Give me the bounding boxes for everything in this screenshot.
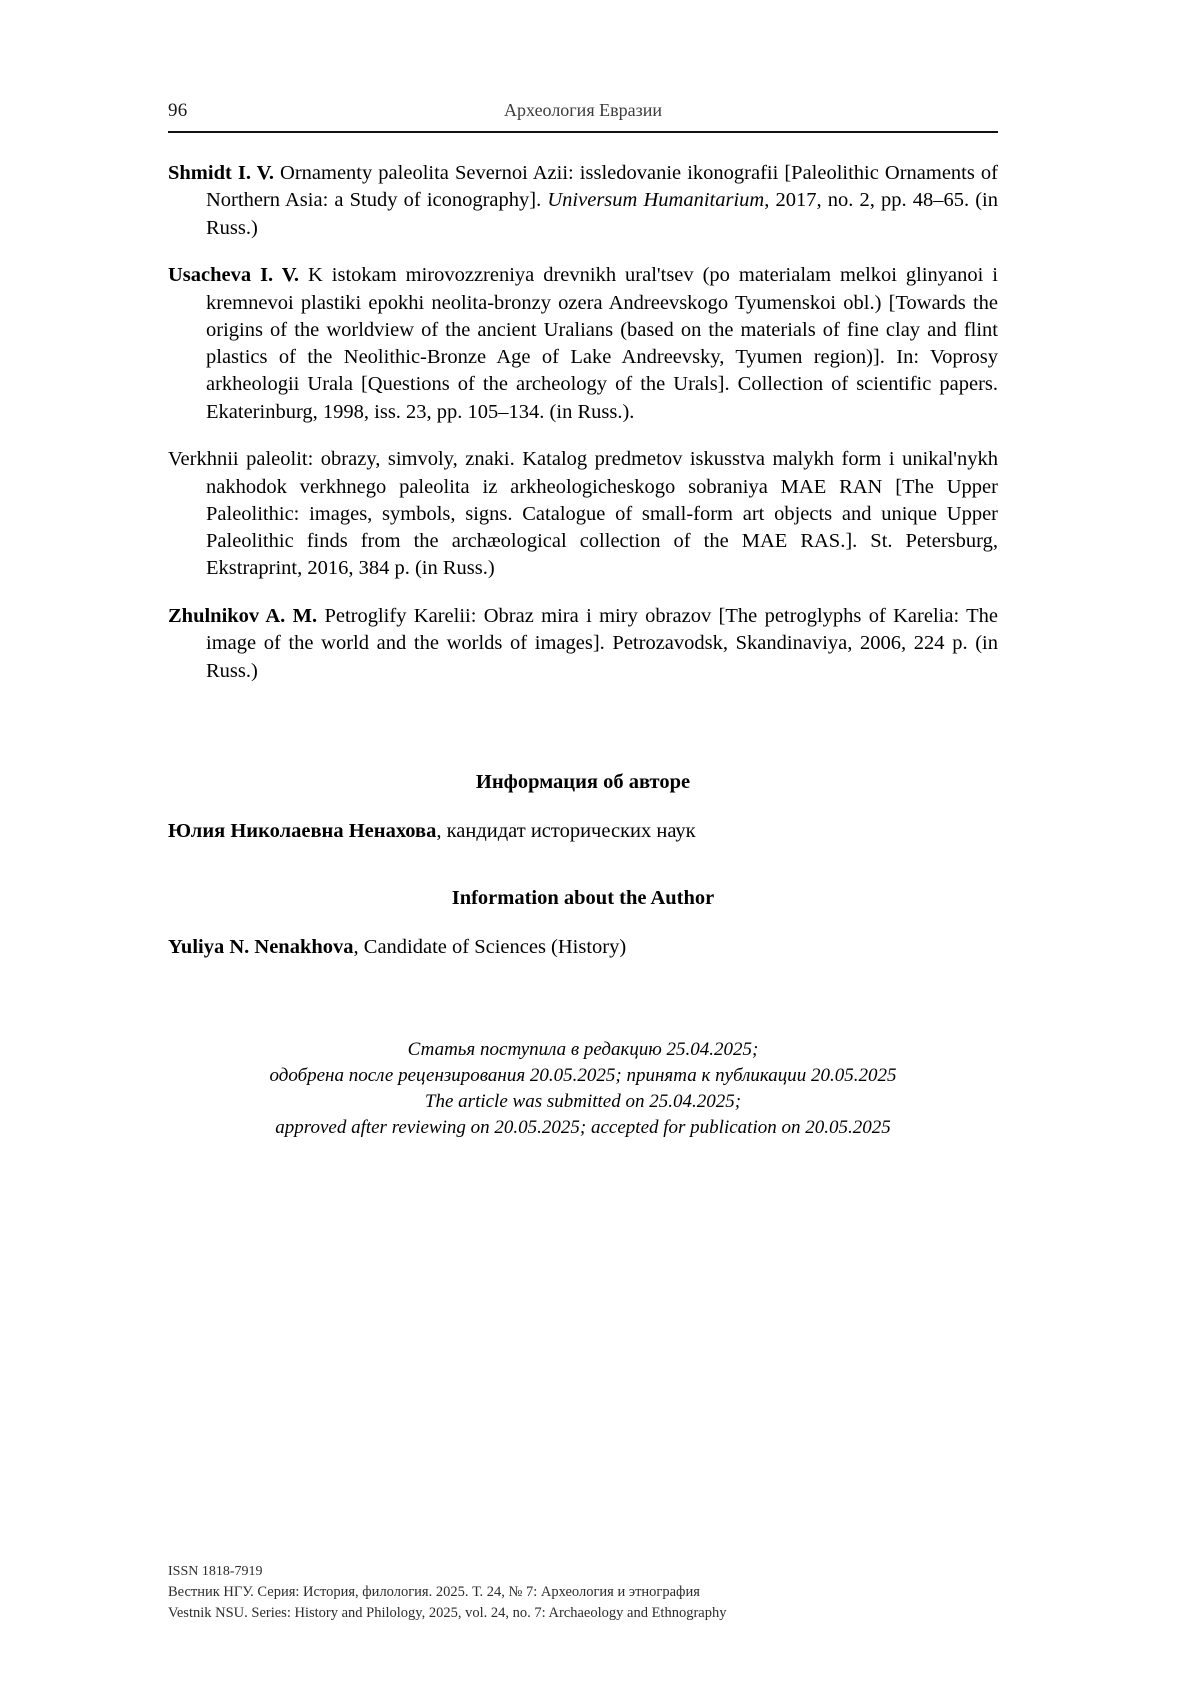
header-rule xyxy=(168,131,998,133)
date-line-approved-ru: одобрена после рецензирования 20.05.2025; принята к публикации 20.05.2025 xyxy=(269,1064,897,1086)
date-line-submitted-en: The article was submitted on 25.04.2025; xyxy=(424,1091,742,1113)
author-info-heading-en: Information about the Author xyxy=(451,886,715,909)
reference-item: Usacheva I. V. K istokam mirovozzreniya drevnikh ural'tsev (po materialam melkoi glinyanoi i kremnevoi plastiki epokhi neolita-bronzy ozera Andreevskogo Tyumenskoi obl.) [Towards the origins of the worldview of the ancient Uralians (based on the materials of fine clay and flint plastics of the Neolithic-Bronze Age of Lake Andreevsky, Tyumen region)]. In: Voprosy arkheologii Urala [Questions of the archeology of the Urals]. Collection of scientific papers. Ekaterinburg, 1998, iss. 23, pp. 105–134. (in Russ.). xyxy=(168,264,998,423)
journal-line-ru: Вестник НГУ. Серия: История, филология. 2025. Т. 24, № 7: Археология и этнография xyxy=(168,1583,700,1600)
running-title: Археология Евразии xyxy=(504,100,662,120)
author-line-ru xyxy=(168,820,998,843)
journal-line-en: Vestnik NSU. Series: History and Philology, 2025, vol. 24, no. 7: Archaeology and Ethnography xyxy=(168,1605,727,1622)
author-degree-ru: , кандидат исторических наук xyxy=(436,819,696,842)
author-degree-en: , Candidate of Sciences (History) xyxy=(353,935,627,958)
author-name-en: Yuliya N. Nenakhova xyxy=(168,935,354,958)
reference-item: Zhulnikov A. M. Petroglify Karelii: Obraz mira i miry obrazov [The petroglyphs of Karelia: The image of the world and the worlds of images]. Petrozavodsk, Skandinaviya, 2006, 224 p. (in Russ.) xyxy=(168,605,998,682)
issn-text: ISSN 1818-7919 xyxy=(168,1563,263,1579)
reference-item: Verkhnii paleolit: obrazy, simvoly, znaki. Katalog predmetov iskusstva malykh form i unikal'nykh nakhodok verkhnego paleolita iz arkheologicheskogo sobraniya MAE RAN [The Upper Paleolithic: images, symbols, signs. Catalogue of small-form art objects and unique Upper Paleolithic finds from the archæological collection of the MAE RAS.]. St. Petersburg, Ekstraprint, 2016, 384 p. (in Russ.) xyxy=(168,448,998,580)
author-line-en xyxy=(168,936,998,959)
running-head xyxy=(168,100,998,126)
date-line-submitted-ru: Статья поступила в редакцию 25.04.2025; xyxy=(407,1038,759,1060)
page-content xyxy=(168,100,998,1142)
page-number: 96 xyxy=(168,100,188,121)
reference-item: Shmidt I. V. Ornamenty paleolita Severnoi Azii: issledovanie ikonografii [Paleolithic Ornaments of Northern Asia: a Study of iconography]. Universum Humanitarium, 2017, no. 2, pp. 48–65. (in Russ.) xyxy=(168,162,999,239)
author-name-ru: Юлия Николаевна Ненахова xyxy=(168,819,437,842)
author-info-heading-ru: Информация об авторе xyxy=(475,770,691,793)
submission-dates xyxy=(168,1037,998,1142)
page-footer xyxy=(168,1561,998,1626)
date-line-approved-en: approved after reviewing on 20.05.2025; accepted for publication on 20.05.2025 xyxy=(275,1117,891,1139)
reference-list xyxy=(168,160,998,685)
